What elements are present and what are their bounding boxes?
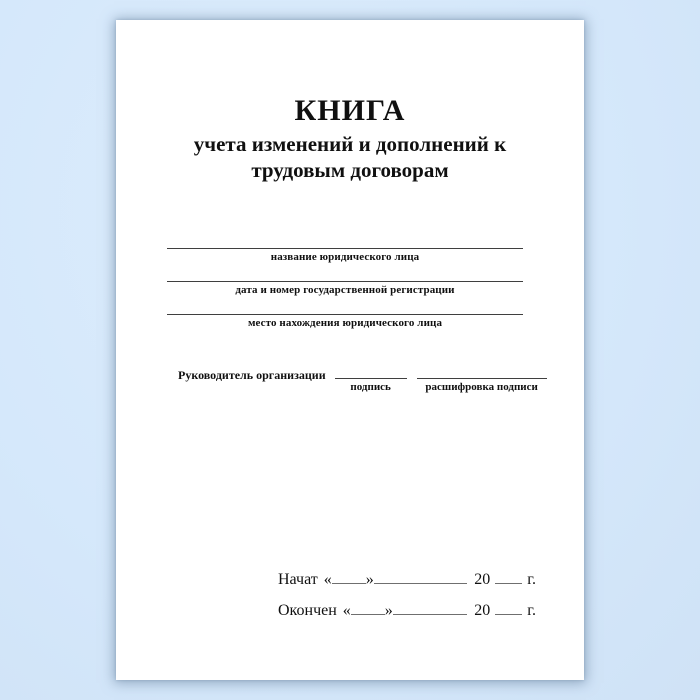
blank-line	[335, 368, 407, 379]
blank-day	[332, 572, 366, 584]
signature-label: Руководитель организации	[178, 368, 326, 382]
blank-month	[393, 603, 467, 615]
signature-column-name	[417, 368, 547, 393]
field-registration	[167, 281, 523, 296]
title-block	[116, 94, 584, 183]
subtitle-line-2: трудовым договорам	[251, 158, 449, 182]
field-location	[167, 314, 523, 329]
blank-line	[417, 368, 547, 379]
field-org-name	[167, 248, 523, 263]
date-row-start	[278, 571, 536, 589]
blank-month	[374, 572, 467, 584]
signature-column-sign	[335, 368, 407, 393]
quote-close: »	[384, 602, 393, 619]
field-caption: место нахождения юридического лица	[247, 317, 443, 329]
date-row-end	[278, 602, 536, 620]
quote-open: «	[342, 602, 351, 619]
org-fields	[167, 248, 523, 329]
date-end-label: Окончен	[278, 602, 337, 619]
blank-year	[495, 572, 522, 584]
year-suffix: г.	[527, 571, 536, 588]
subtitle-line-1: учета изменений и дополнений к	[193, 132, 507, 156]
signature-caption: подпись	[350, 381, 391, 393]
year-prefix: 20	[474, 602, 491, 619]
signature-name-caption: расшифровка подписи	[425, 381, 538, 393]
book-cover-page	[116, 20, 584, 680]
page-subtitle	[116, 131, 584, 183]
quote-open: «	[323, 571, 332, 588]
signature-row	[178, 368, 547, 393]
field-caption: название юридического лица	[270, 251, 420, 263]
quote-close: »	[365, 571, 374, 588]
date-start-label: Начат	[278, 571, 318, 588]
blank-day	[351, 603, 385, 615]
year-prefix: 20	[474, 571, 491, 588]
blank-year	[495, 603, 522, 615]
page-title: КНИГА	[294, 94, 406, 127]
field-caption: дата и номер государственной регистрации	[235, 284, 455, 296]
year-suffix: г.	[527, 602, 536, 619]
